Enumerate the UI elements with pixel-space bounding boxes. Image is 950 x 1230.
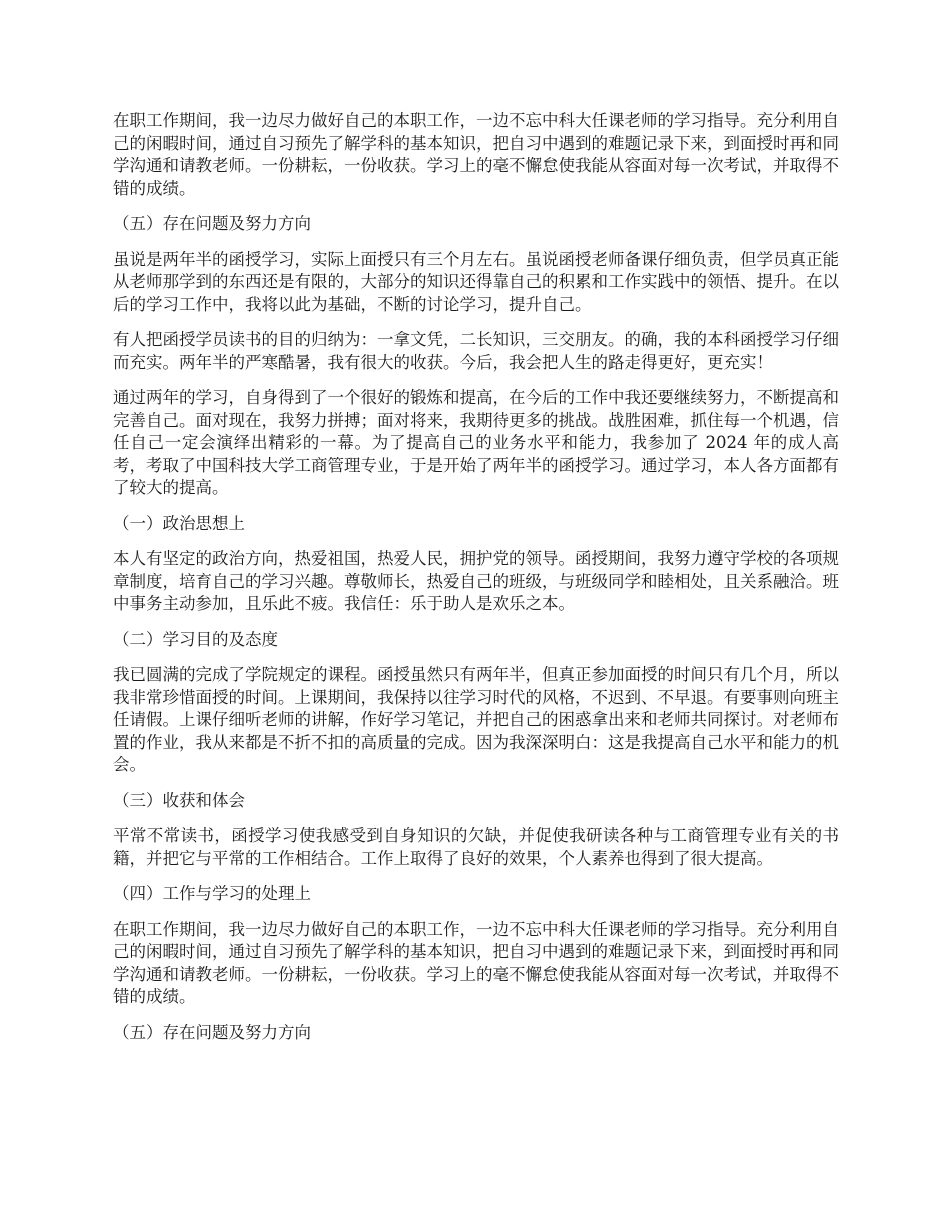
- paragraph: 有人把函授学员读书的目的归纳为：一拿文凭，二长知识，三交朋友。的确，我的本科函授学习仔细而充实。两年半的严寒酷暑，我有很大的收获。今后，我会把人生的路走得更好，更充实！: [113, 330, 839, 372]
- paragraph: 在职工作期间，我一边尽力做好自己的本职工作，一边不忘中科大任课老师的学习指导。充分利用自己的闲暇时间，通过自习预先了解学科的基本知识，把自习中遇到的难题记录下来，到面授时再和同学沟通和请教老师。一份耕耘，一份收获。学习上的毫不懈怠使我能从容面对每一次考试，并取得不错的成绩。: [113, 919, 839, 1006]
- section-heading: （三）收获和体会: [113, 790, 245, 810]
- section-heading: （五）存在问题及努力方向: [113, 1022, 311, 1042]
- paragraph: 平常不常读书，函授学习使我感受到自身知识的欠缺，并促使我研读各种与工商管理专业有关的书籍，并把它与平常的工作相结合。工作上取得了良好的效果，个人素养也得到了很大提高。: [113, 826, 839, 868]
- paragraph: 虽说是两年半的函授学习，实际上面授只有三个月左右。虽说函授老师备课仔细负责，但学员真正能从老师那学到的东西还是有限的，大部分的知识还得靠自己的积累和工作实践中的领悟、提升。在以后的学习工作中，我将以此为基础，不断的讨论学习，提升自己。: [113, 249, 839, 314]
- section-heading: （一）政治思想上: [113, 513, 245, 533]
- paragraph: 在职工作期间，我一边尽力做好自己的本职工作，一边不忘中科大任课老师的学习指导。充分利用自己的闲暇时间，通过自习预先了解学科的基本知识，把自习中遇到的难题记录下来，到面授时再和同学沟通和请教老师。一份耕耘，一份收获。学习上的毫不懈怠使我能从容面对每一次考试，并取得不错的成绩。: [113, 111, 839, 198]
- paragraph: 本人有坚定的政治方向，热爱祖国，热爱人民，拥护党的领导。函授期间，我努力遵守学校的各项规章制度，培育自己的学习兴趣。尊敬师长，热爱自己的班级，与班级同学和睦相处，且关系融洽。班中事务主动参加，且乐此不疲。我信任：乐于助人是欢乐之本。: [113, 549, 839, 613]
- paragraph: 通过两年的学习，自身得到了一个很好的锻炼和提高，在今后的工作中我还要继续努力，不断提高和完善自己。面对现在，我努力拼搏；面对将来，我期待更多的挑战。战胜困难，抓住每一个机遇，信任自己一定会演绎出精彩的一幕。为了提高自己的业务水平和能力，我参加了 2024 年的成人高考，考取了中国科技大学工商管理专业，于是开始了两年半的函授学习。通过学习，本人各方面都有了较大的提高。: [113, 388, 839, 497]
- paragraph: 我已圆满的完成了学院规定的课程。函授虽然只有两年半，但真正参加面授的时间只有几个月，所以我非常珍惜面授的时间。上课期间，我保持以往学习时代的风格，不迟到、不早退。有要事则向班主任请假。上课仔细听老师的讲解，作好学习笔记，并把自己的困惑拿出来和老师共同探讨。对老师布置的作业，我从来都是不折不扣的高质量的完成。因为我深深明白：这是我提高自己水平和能力的机会。: [113, 665, 839, 774]
- section-heading: （四）工作与学习的处理上: [113, 884, 311, 903]
- section-heading: （二）学习目的及态度: [113, 629, 278, 649]
- section-heading: （五）存在问题及努力方向: [113, 214, 311, 233]
- document-body: [113, 110, 839, 1057]
